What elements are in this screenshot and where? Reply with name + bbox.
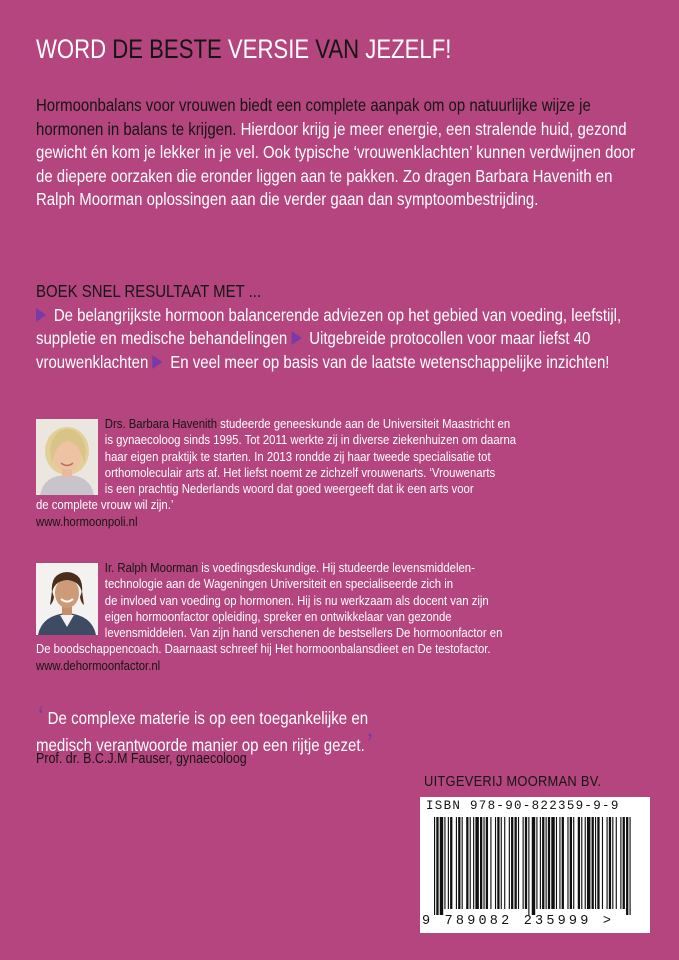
barcode-bar <box>556 817 557 909</box>
bio-barbara-line: is een prachtig Nederlands woord dat goed weergeeft dat ik een arts voor <box>104 481 474 497</box>
isbn-label: ISBN 978-90-822359-9-9 <box>426 799 620 813</box>
barcode-bar <box>536 817 537 909</box>
barcode-digits: 9 789082 235999 > <box>422 914 615 929</box>
bio-barbara <box>36 416 626 530</box>
barcode-bar <box>623 817 625 909</box>
barcode-bar <box>548 817 550 909</box>
barcode-bar <box>486 817 488 909</box>
results-list <box>36 304 645 375</box>
barcode-bar <box>511 817 513 909</box>
headline-part-4: VAN <box>315 34 360 64</box>
bio-ralph-name: Ir. Ralph Moorman <box>104 560 199 575</box>
results-heading: BOEK SNEL RESULTAAT MET ... <box>36 281 262 301</box>
barcode-bar <box>587 817 590 909</box>
barcode-bar <box>602 817 603 909</box>
barcode-bar <box>573 817 574 909</box>
barcode-bar <box>532 817 535 915</box>
barcode-bar <box>570 817 572 909</box>
barcode-bar <box>450 817 452 909</box>
close-quote-icon: ’ <box>364 727 373 757</box>
barcode-bar <box>567 817 568 909</box>
headline-part-3: VERSIE <box>221 34 316 64</box>
bio-ralph-line: eigen hormoonfactor opleiding, spreker en ontwikkelaar van gezonde <box>104 608 452 624</box>
results-section <box>36 280 645 374</box>
barcode-icon <box>428 817 642 917</box>
intro-bold-sentence: Hormoonbalans voor vrouwen biedt een complete aanpak om op natuurlijke wijze je hormonen in balans te krijgen. <box>36 95 591 139</box>
barcode-bar <box>562 817 564 909</box>
bio-ralph-line: is voedingsdeskundige. Hij studeerde levensmiddelen- <box>198 560 475 575</box>
bio-barbara-name: Drs. Barbara Havenith <box>104 416 218 431</box>
barcode-bar <box>483 817 484 909</box>
barcode-bar <box>448 817 449 909</box>
barcode-bar <box>466 817 468 909</box>
bio-barbara-line: haar eigen praktijk te starten. In 2013 rondde zij haar tweede specialisatie tot <box>104 448 491 464</box>
barcode-bar <box>559 817 560 909</box>
bio-barbara-line: studeerde geneeskunde aan de Universiteit Maastricht en <box>217 416 511 431</box>
barcode-bar <box>525 817 527 909</box>
barcode-bar <box>470 817 471 909</box>
barcode-bar <box>578 817 580 909</box>
publisher-name: UITGEVERIJ MOORMAN BV. <box>424 773 602 790</box>
bio-ralph-line: technologie aan de Wageningen Universiteit en specialiseerde zich in <box>104 576 454 592</box>
bio-ralph-last-line: De boodschappencoach. Daarnaast schreef hij Het hormoonbalansdieet en De testofactor. <box>36 641 491 657</box>
barcode-bar <box>509 817 510 909</box>
bio-ralph-line: de invloed van voeding op hormonen. Hij is nu werkzaam als docent van zijn <box>104 592 489 608</box>
quote-author: Prof. dr. B.C.J.M Fauser, gynaecoloog <box>36 751 247 767</box>
results-item-3: En veel meer op basis van de laatste wetenschappelijke inzichten! <box>170 351 610 372</box>
intro-paragraph <box>36 94 645 212</box>
barcode-bar <box>528 817 529 915</box>
intro-rest: Hierdoor krijg je meer energie, een stralende huid, gezond gewicht én kom je lekker in je vel. Ook typische ‘vrouwenklachten’ kunnen verdwijnen door de diepere oorzaken die eronder liggen aan te pakken. Zo dragen Barbara Havenith en Ralph Moorman oplossingen aan die verder gaan dan symptoombestrijding. <box>36 118 636 209</box>
barcode-bar <box>473 817 474 909</box>
barcode-bar <box>497 817 499 909</box>
barcode-bar <box>597 817 599 909</box>
barcode-bar <box>612 817 613 909</box>
barcode-bar <box>436 817 438 915</box>
triangle-bullet-icon <box>36 308 46 322</box>
barcode-bar <box>475 817 478 909</box>
headline-part-1: WORD <box>36 34 113 64</box>
barcode-bar <box>546 817 547 909</box>
barcode-bar <box>490 817 491 909</box>
barcode-bar <box>523 817 524 909</box>
website-link-hormoonpoli[interactable]: www.hormoonpoli.nl <box>36 513 138 529</box>
bio-barbara-line: is gynaecoloog sinds 1995. Tot 2011 werkte zij in diverse ziekenhuizen om daarna <box>104 432 517 448</box>
barcode-bar <box>444 817 445 909</box>
open-quote-icon: ‘ <box>36 701 44 730</box>
barcode-bar <box>462 817 463 909</box>
barcode-bar <box>581 817 582 909</box>
barcode-bar <box>458 817 460 909</box>
barcode-bar <box>626 817 628 915</box>
headline-part-2: DE BESTE <box>112 34 222 64</box>
barcode-bar <box>518 817 519 909</box>
barcode-bar <box>540 817 541 909</box>
barcode-bar <box>595 817 596 909</box>
barcode-bar <box>585 817 586 909</box>
barcode-bar <box>551 817 554 909</box>
barcode-bar <box>440 817 443 915</box>
barcode-bar <box>607 817 608 909</box>
barcode-bar <box>616 817 617 909</box>
results-item-1: De belangrijkste hormoon balancerende adviezen op het gebied van voeding, leefstijl, suppletie en medische behandelingen <box>36 304 622 348</box>
results-item-2: Uitgebreide protocollen voor maar liefst 40 vrouwenklachten <box>36 328 591 372</box>
barcode-bar <box>609 817 611 909</box>
website-link-dehormoonfactor[interactable]: www.dehormoonfactor.nl <box>36 657 161 673</box>
bio-ralph-line: levensmiddelen. Van zijn hand verschenen de bestsellers De hormoonfactor en <box>104 625 503 641</box>
barcode-bar <box>592 817 594 909</box>
bio-barbara-line: orthomoleculair arts af. Het liefst noemt ze zichzelf vrouwenarts. ‘Vrouwenarts <box>104 464 496 480</box>
quote-line-2: medisch verantwoorde manier op een rijtje gezet. <box>36 734 365 755</box>
headline-part-5: JEZELF! <box>359 34 452 64</box>
quote-line-1: De complexe materie is op een toegankelijke en <box>47 708 369 728</box>
barcode-bar <box>515 817 517 909</box>
headline <box>36 32 544 66</box>
isbn-barcode <box>420 797 650 933</box>
bio-ralph <box>36 560 626 674</box>
barcode-bar <box>501 817 502 909</box>
bio-barbara-last-line: de complete vrouw wil zijn.’ <box>36 497 174 513</box>
barcode-bar <box>504 817 505 909</box>
barcode-bar <box>620 817 621 909</box>
barcode-bar <box>456 817 457 909</box>
barcode-bar <box>495 817 496 909</box>
barcode-bar <box>434 817 435 915</box>
triangle-bullet-icon <box>152 355 162 369</box>
triangle-bullet-icon <box>291 331 301 345</box>
barcode-bar <box>542 817 544 909</box>
barcode-bar <box>480 817 482 909</box>
barcode-bar <box>630 817 631 915</box>
